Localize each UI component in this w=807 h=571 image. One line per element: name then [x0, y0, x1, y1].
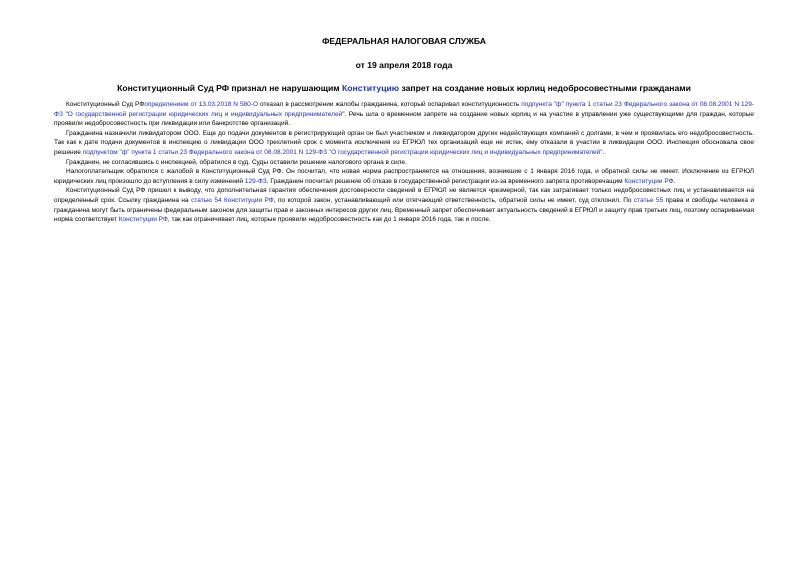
p4-text-3: .: [673, 177, 676, 185]
p1-text-1: Конституционный Суд РФ: [66, 101, 145, 108]
p5-text-1: Конституционный Суд РФ пришел к выводу, что дополнительная гарантия обеспечения достоверности сведений в ЕГРЮЛ не является чрезмерной, так как затрагивает только недобросовестных лиц и устанавливается на определенный срок. Ссылку гражданина на: [54, 187, 754, 204]
p5-text-4: , так как ограничивает лиц, которые проявили недобросовестность как до 1 января 2016 года, так и после.: [167, 216, 491, 224]
link-129-fz[interactable]: 129-ФЗ: [244, 177, 267, 185]
paragraph-5: [54, 186, 754, 224]
link-determination[interactable]: определением от 13.03.2018 N 580-О: [144, 101, 259, 108]
p1-text-2: отказал в рассмотрении жалобы гражданина, который оспаривал конституционность: [258, 101, 522, 108]
p4-text-2: . Гражданин посчитал решение об отказе в государственной регистрации из-за временного запрета противоречащим: [266, 177, 625, 185]
link-article-54[interactable]: статью 54 Конституции РФ: [191, 196, 274, 204]
p5-text-3: права и свободы человека и гражданина могут быть ограничены федеральным законом для защиты прав и законных интересов других лиц. Временный запрет обеспечивает актуальность сведений в ЕГРЮЛ и защиту прав третьих лиц, поэтому оспариваемая норма соответствует: [54, 196, 755, 224]
p1-text-4: ". Речь шла о временном запрете на создание новых юрлиц и на участие в управлении уже существующими для граждан, которые проявили недобросовестность при ликвидации или банкротстве организаций.: [54, 110, 754, 128]
link-subparagraph-f[interactable]: подпункта "ф" пункта 1 статьи 23 Федерального закона от 08.08.2001 N 129-ФЗ: [54, 101, 754, 118]
p1-text-3: ": [62, 110, 68, 118]
title-text-2: запрет на создание новых юрлиц недобросовестными гражданами: [399, 83, 691, 93]
p5-text-2: , по которой закон, устанавливающий или отягчающий ответственность, обратной силы не имеет, суд отклонил. По: [273, 196, 634, 204]
document-body: [54, 100, 754, 225]
agency-heading: ФЕДЕРАЛЬНАЯ НАЛОГОВАЯ СЛУЖБА: [322, 36, 486, 46]
link-law-title[interactable]: О государственной регистрации юридических лиц и индивидуальных предпринимателей: [67, 110, 343, 118]
link-article-55[interactable]: статье 55: [633, 196, 664, 204]
link-subparagraph-f-full[interactable]: подпунктом "ф" пункта 1 статьи 23 Федерального закона от 08.08.2001 N 129-ФЗ "О государственной регистрации юридических лиц и индивидуальных предпринимателей": [82, 148, 603, 156]
paragraph-4: [54, 167, 754, 186]
document-date: от 19 апреля 2018 года: [355, 60, 453, 70]
document-content: [54, 36, 754, 225]
document-title: [54, 83, 754, 94]
title-link-constitution[interactable]: Конституцию: [342, 83, 400, 93]
p4-text-1: Налогоплательщик обратился с жалобой в Конституционный Суд РФ. Он посчитал, что новая норма распространяется на отношения, возникшие с 1 января 2016 года, и обратной силы не имеет. Исключение из ЕГРЮЛ юридических лиц произошло до вступления в силу изменений: [54, 168, 754, 185]
paragraph-3: [54, 158, 754, 168]
paragraph-1: [54, 100, 754, 129]
p3-text-1: Гражданин, не согласившись с инспекцией, обратился в суд. Суды оставили решение налогового органа в силе.: [66, 158, 407, 166]
p2-text-1: Гражданина назначили ликвидатором ООО. Еще до подачи документов в регистрирующий орган он был участником и ликвидатором других недействующих компаний с долгами, в чем и проявилась его недобросовестность. Так как к дате подачи документов в инспекцию о ликвидации ООО трехлетний срок с момента исключения из ЕГРЮЛ тех организаций еще не истек, ему отказали в участии в ликвидации ООО. Инспекция обосновала свое решение: [54, 129, 754, 156]
paragraph-2: [54, 129, 754, 158]
link-constitution-1[interactable]: Конституции РФ: [624, 177, 674, 185]
title-text-1: Конституционный Суд РФ признал не нарушающим: [117, 83, 343, 93]
p2-text-2: .: [602, 148, 605, 156]
link-constitution-2[interactable]: Конституции РФ: [118, 216, 168, 224]
